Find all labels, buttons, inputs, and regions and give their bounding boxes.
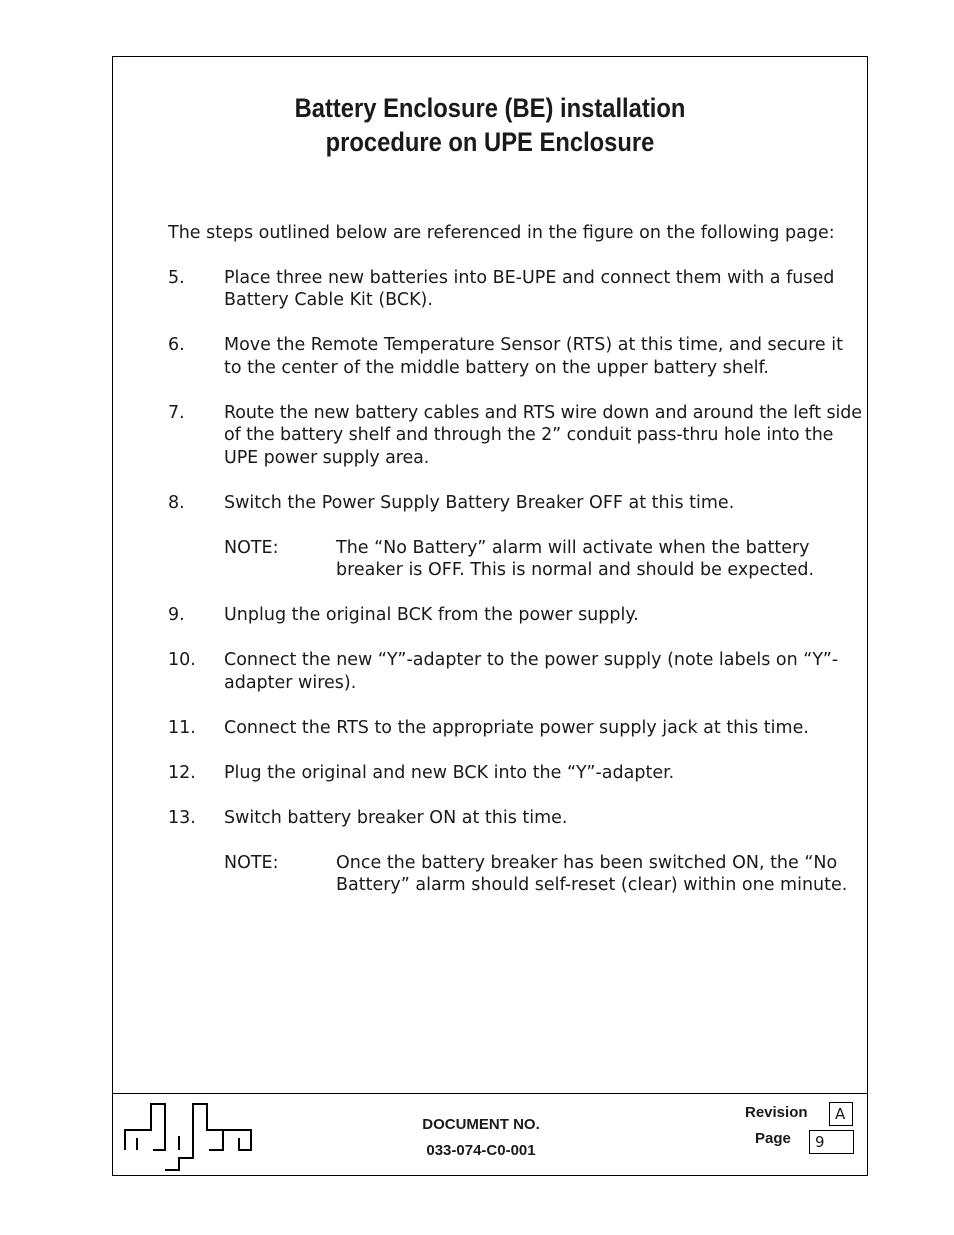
document-number-block — [383, 1112, 579, 1164]
step-text: Place three new batteries into BE-UPE and connect them with a fused Battery Cable Kit (BCK). — [224, 267, 835, 310]
intro-paragraph: The steps outlined below are referenced in the figure on the following page: — [168, 223, 835, 243]
note-1 — [168, 537, 862, 582]
document-number: 033-074-C0-001 — [426, 1142, 536, 1159]
note-label: NOTE: — [224, 852, 279, 873]
revision-value: A — [829, 1102, 853, 1126]
step-11 — [168, 717, 862, 740]
page-title — [158, 91, 822, 159]
step-text: Switch battery breaker ON at this time. — [224, 807, 568, 828]
note-label: NOTE: — [224, 537, 279, 558]
step-text: Move the Remote Temperature Sensor (RTS) at this time, and secure it to the center of the middle battery on the upper battery shelf. — [224, 335, 843, 378]
step-text: Unplug the original BCK from the power supply. — [224, 605, 639, 625]
revision-label: Revision — [745, 1104, 808, 1121]
document-number-label: DOCUMENT NO. — [422, 1116, 540, 1133]
step-8 — [168, 492, 862, 515]
step-text: Switch the Power Supply Battery Breaker OFF at this time. — [224, 492, 735, 513]
step-5 — [168, 267, 862, 312]
step-number: 12. — [168, 762, 196, 783]
page-frame — [112, 56, 868, 1176]
title-line-1: Battery Enclosure (BE) installation — [294, 93, 686, 123]
step-10 — [168, 649, 862, 694]
step-9 — [168, 604, 862, 627]
step-number: 11. — [168, 717, 196, 738]
note-text: Once the battery breaker has been switched ON, the “No Battery” alarm should self-reset (clear) within one minute. — [336, 852, 848, 895]
title-line-2: procedure on UPE Enclosure — [325, 127, 655, 157]
step-text: Connect the new “Y”-adapter to the power supply (note labels on “Y”-adapter wires). — [224, 650, 839, 693]
page-footer — [113, 1093, 867, 1176]
step-text: Connect the RTS to the appropriate power supply jack at this time. — [224, 717, 809, 738]
step-12 — [168, 762, 862, 785]
step-number: 8. — [168, 492, 185, 513]
step-number: 9. — [168, 605, 185, 625]
step-7 — [168, 402, 862, 470]
step-number: 5. — [168, 267, 185, 288]
step-number: 13. — [168, 807, 196, 828]
step-text: Plug the original and new BCK into the “Y”-adapter. — [224, 762, 675, 783]
page-label: Page — [755, 1130, 791, 1147]
step-number: 10. — [168, 650, 196, 670]
step-13 — [168, 807, 862, 830]
procedure-body — [168, 222, 862, 919]
step-number: 7. — [168, 402, 185, 423]
note-text: The “No Battery” alarm will activate when the battery breaker is OFF. This is normal and should be expected. — [336, 537, 815, 580]
step-6 — [168, 334, 862, 379]
note-2 — [168, 852, 862, 897]
page-number: 9 — [809, 1130, 854, 1154]
step-text: Route the new battery cables and RTS wire down and around the left side of the battery shelf and through the 2” conduit pass-thru hole into the UPE power supply area. — [224, 402, 862, 468]
alpha-logo-icon — [123, 1098, 255, 1172]
step-number: 6. — [168, 335, 185, 355]
